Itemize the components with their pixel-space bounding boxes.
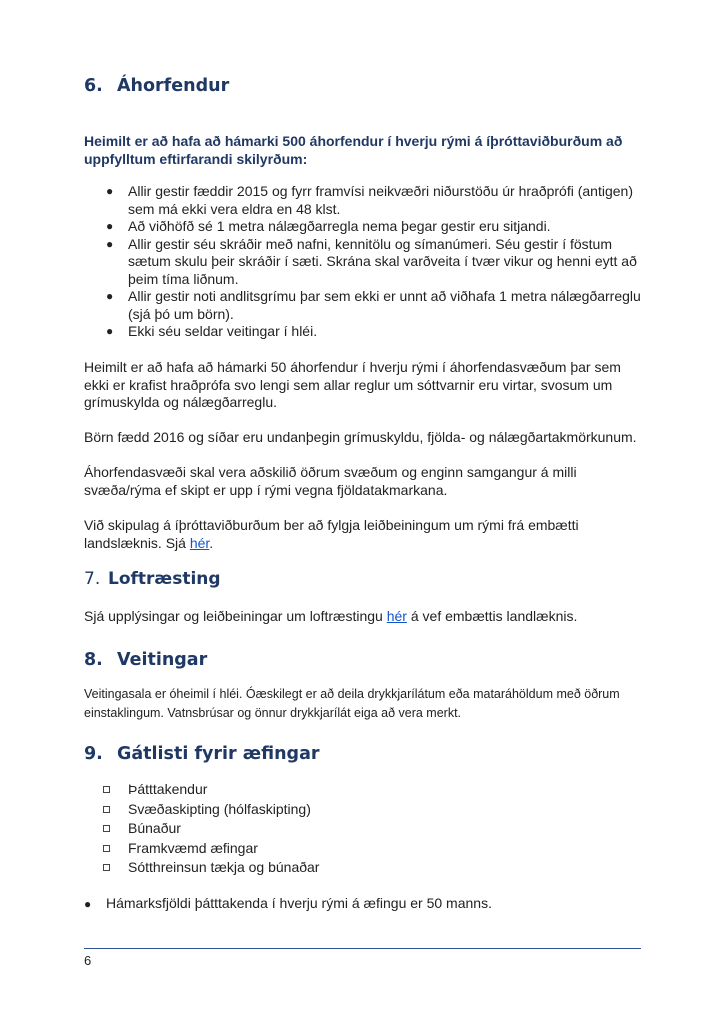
checkbox-icon (103, 845, 110, 852)
checklist-item: Framkvæmd æfingar (84, 839, 319, 859)
section-number: 7. (84, 569, 101, 589)
section-6-heading (84, 76, 229, 96)
section-6-paragraph-4: Við skipulag á íþróttaviðburðum ber að fylgja leiðbeiningum um rými frá embætti landslæknis. Sjá hér. (84, 517, 579, 551)
section-number: 8. (84, 650, 103, 670)
bullet-icon: ● (106, 184, 114, 198)
bullet-icon: ● (106, 219, 114, 233)
list-item: ● Allir gestir fæddir 2015 og fyrr framvísi neikvæðri niðurstöðu úr hraðprófi (antigen) sem má ekki vera eldra en 48 klst. (106, 183, 633, 217)
section-8-heading (84, 650, 207, 670)
list-item: ● Ekki séu seldar veitingar í hléi. (106, 323, 318, 339)
page-number: 6 (84, 953, 92, 968)
list-item: ● Allir gestir séu skráðir með nafni, kennitölu og símanúmeri. Séu gestir í föstum sætum skulu þeir skráðir í sæti. Skrána skal varðveita í tvær vikur og henni eytt að þeim tíma liðnum. (106, 235, 637, 287)
checkbox-icon (103, 806, 110, 813)
checkbox-icon (103, 825, 110, 832)
checklist-item: Þátttakendur (84, 780, 319, 800)
section-6-paragraph-3: Áhorfendasvæði skal vera aðskilið öðrum svæðum og enginn samgangur á milli svæða/rýma ef skipt er upp í rými vegna fjöldatakmarkana. (84, 464, 577, 498)
checklist-item: Svæðaskipting (hólfaskipting) (84, 800, 319, 820)
section-9-checklist (84, 780, 319, 878)
checklist-item: Sótthreinsun tækja og búnaðar (84, 858, 319, 878)
bullet-icon: ● (106, 236, 114, 251)
ventilation-link[interactable]: hér (386, 608, 407, 624)
section-number: 9. (84, 744, 103, 764)
checkbox-icon (103, 786, 110, 793)
bullet-icon: ● (84, 897, 92, 911)
list-item: ● Að viðhöfð sé 1 metra nálægðarregla nema þegar gestir eru sitjandi. (106, 218, 551, 234)
checklist-item: Búnaður (84, 819, 319, 839)
section-title: Gátlisti fyrir æfingar (117, 744, 320, 764)
section-7-paragraph: Sjá upplýsingar og leiðbeiningar um loftræstingu hér á vef embættis landlæknis. (84, 608, 578, 624)
section-number: 6. (84, 76, 103, 96)
section-title: Veitingar (117, 650, 208, 670)
list-item: ● Allir gestir noti andlitsgrímu þar sem ekki er unnt að viðhafa 1 metra nálægðarreglu (sjá þó um börn). (106, 288, 641, 322)
checkbox-icon (103, 864, 110, 871)
section-7-heading (84, 569, 221, 589)
guidelines-link[interactable]: hér (189, 534, 210, 551)
section-title: Loftræsting (108, 569, 221, 589)
section-6-bullet-list (84, 183, 644, 341)
section-6-intro: Heimilt er að hafa að hámarki 500 áhorfendur í hverju rými á íþróttaviðburðum að uppfylltum eftirfarandi skilyrðum: (84, 133, 623, 167)
section-8-paragraph: Veitingasala er óheimil í hléi. Óæskilegt er að deila drykkjarílátum eða mataráhöldum með öðrum einstaklingum. Vatnsbrúsar og önnur drykkjarílát eiga að vera merkt. (84, 687, 620, 720)
section-9-bullet: ● Hámarksfjöldi þátttakenda í hverju rými á æfingu er 50 manns. (84, 895, 492, 914)
bullet-icon: ● (106, 324, 114, 338)
footer-divider (84, 948, 641, 949)
section-6-paragraph-2: Börn fædd 2016 og síðar eru undanþegin grímuskyldu, fjölda- og nálægðartakmörkunum. (84, 429, 637, 445)
section-title: Áhorfendur (117, 76, 230, 96)
section-6-paragraph-1: Heimilt er að hafa að hámarki 50 áhorfendur í hverju rými í áhorfendasvæðum þar sem ekki er krafist hraðprófa svo lengi sem allar reglur um sóttvarnir eru virtar, svosum um grímuskylda og nálægðarreglu. (84, 359, 621, 410)
bullet-icon: ● (106, 289, 114, 303)
section-9-heading (84, 744, 320, 764)
